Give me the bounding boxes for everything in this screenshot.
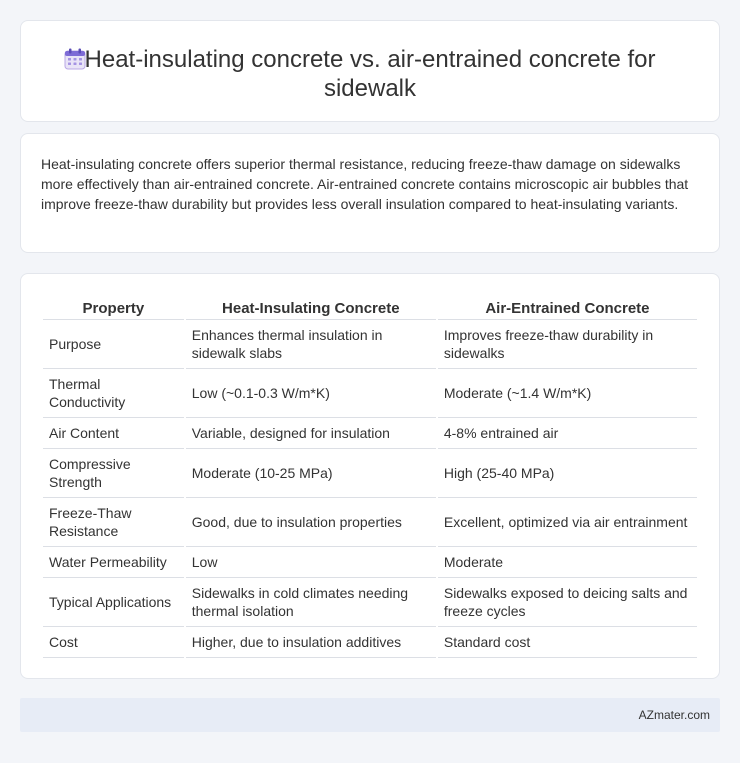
- table-row: [43, 578, 697, 627]
- table-cell: Moderate (10-25 MPa): [186, 449, 436, 498]
- table-cell: Cost: [43, 627, 184, 658]
- table-cell: Moderate (~1.4 W/m*K): [438, 369, 697, 418]
- table-cell: Higher, due to insulation additives: [186, 627, 436, 658]
- table-cell: Sidewalks in cold climates needing thermal isolation: [186, 578, 436, 627]
- table-cell: Good, due to insulation properties: [186, 498, 436, 547]
- table-row: [43, 418, 697, 449]
- table-cell: Variable, designed for insulation: [186, 418, 436, 449]
- table-cell: Freeze-Thaw Resistance: [43, 498, 184, 547]
- comparison-table-card: [20, 273, 720, 679]
- table-cell: High (25-40 MPa): [438, 449, 697, 498]
- table-row: [43, 449, 697, 498]
- table-cell: Standard cost: [438, 627, 697, 658]
- table-row: [43, 369, 697, 418]
- table-cell: Air Content: [43, 418, 184, 449]
- table-cell: Water Permeability: [43, 547, 184, 578]
- table-cell: Excellent, optimized via air entrainment: [438, 498, 697, 547]
- table-cell: Enhances thermal insulation in sidewalk slabs: [186, 320, 436, 369]
- table-row: [43, 627, 697, 658]
- table-header-row: [43, 294, 697, 320]
- table-cell: Improves freeze-thaw durability in sidewalks: [438, 320, 697, 369]
- title-card: [20, 20, 720, 122]
- table-cell: Low (~0.1-0.3 W/m*K): [186, 369, 436, 418]
- table-cell: 4-8% entrained air: [438, 418, 697, 449]
- table-cell: Thermal Conductivity: [43, 369, 184, 418]
- footer-bar: [20, 698, 720, 732]
- table-cell: Purpose: [43, 320, 184, 369]
- footer-brand[interactable]: AZmater.com: [638, 708, 710, 722]
- table-cell: Typical Applications: [43, 578, 184, 627]
- table-row: [43, 547, 697, 578]
- table-row: [43, 498, 697, 547]
- column-header: Air-Entrained Concrete: [438, 294, 697, 320]
- summary-text: Heat-insulating concrete offers superior thermal resistance, reducing freeze-thaw damage on sidewalks more effectively than air-entrained concrete. Air-entrained concrete contains microscopic air bubbles that improve freeze-thaw durability but provides less overall insulation compared to heat-insulating variants.: [41, 156, 689, 212]
- comparison-table: [41, 294, 699, 658]
- column-header: Heat-Insulating Concrete: [186, 294, 436, 320]
- page-title: Heat-insulating concrete vs. air-entrained concrete for sidewalk: [84, 46, 656, 102]
- table-cell: Moderate: [438, 547, 697, 578]
- table-cell: Low: [186, 547, 436, 578]
- column-header: Property: [43, 294, 184, 320]
- table-row: [43, 320, 697, 369]
- summary-card: [20, 133, 720, 253]
- table-cell: Sidewalks exposed to deicing salts and freeze cycles: [438, 578, 697, 627]
- table-cell: Compressive Strength: [43, 449, 184, 498]
